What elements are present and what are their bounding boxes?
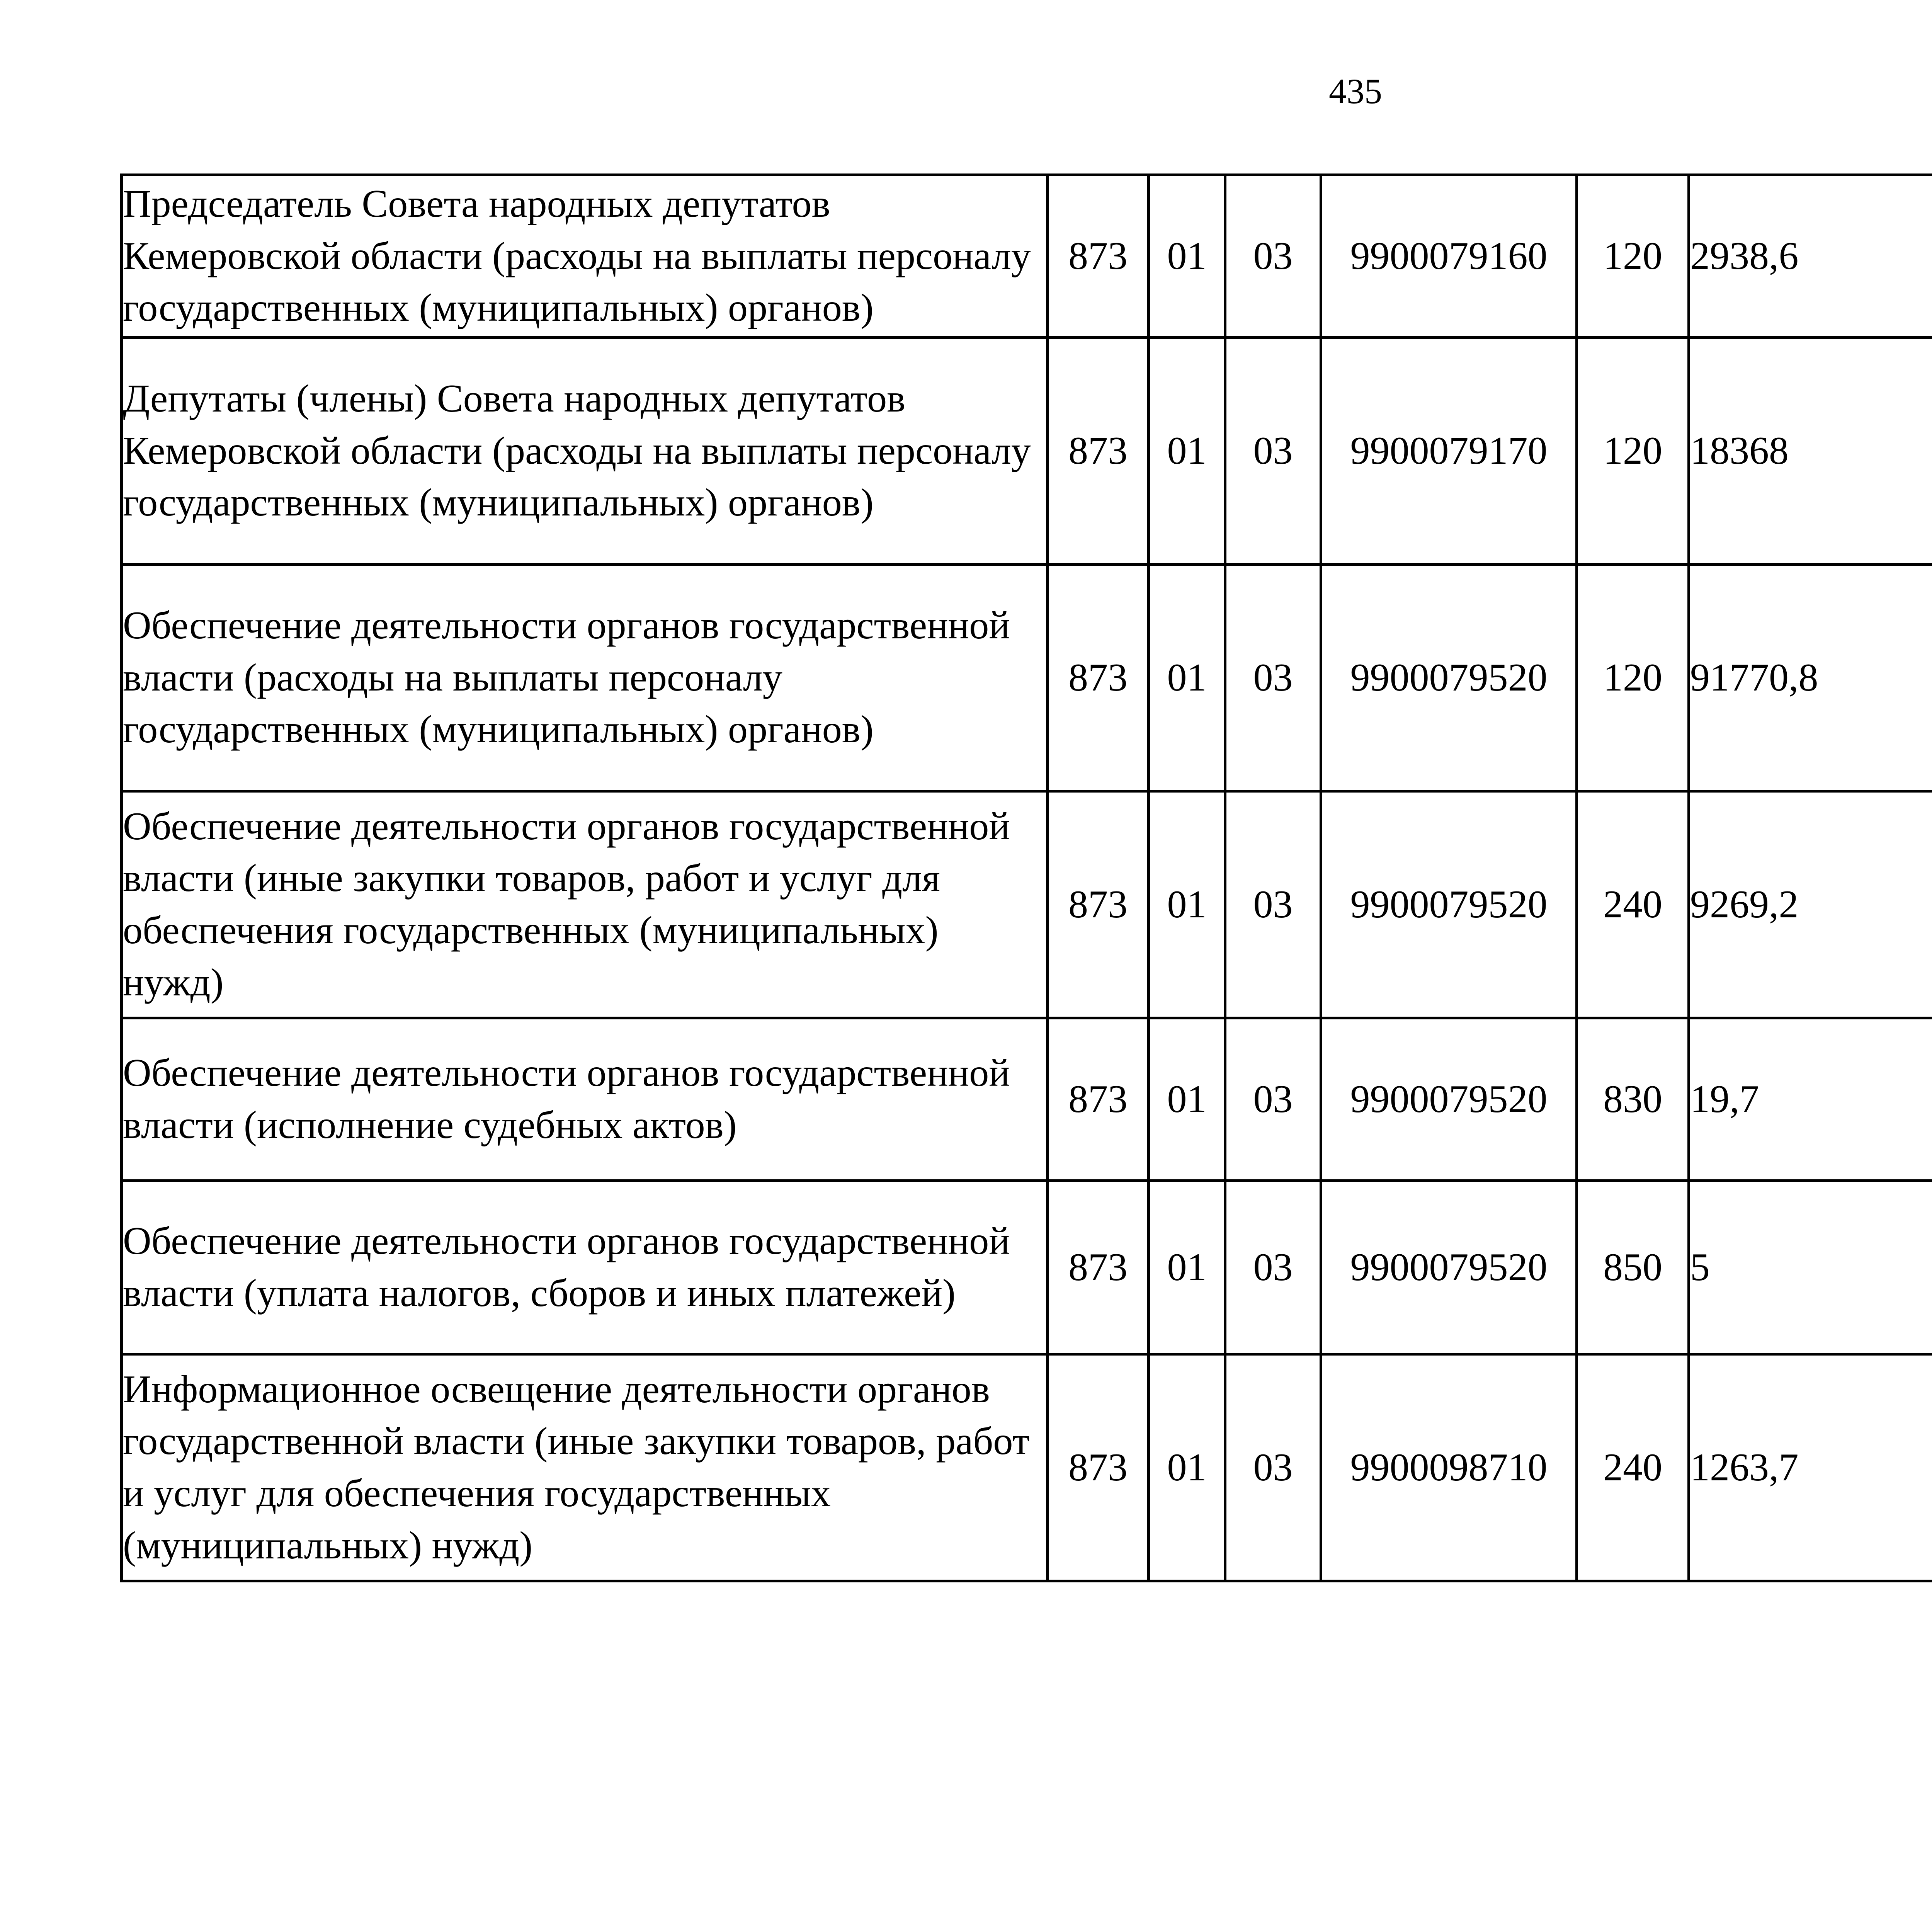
amount-year-1: 9269,2 [1689, 791, 1932, 1018]
table-row [122, 1181, 1932, 1354]
section-code: 01 [1149, 1354, 1225, 1581]
ministry-code: 873 [1048, 1018, 1149, 1181]
table-row [122, 1354, 1932, 1581]
target-article-code: 9900079520 [1321, 1018, 1577, 1181]
table-row [122, 338, 1932, 565]
target-article-code: 9900079520 [1321, 791, 1577, 1018]
section-code: 01 [1149, 791, 1225, 1018]
row-description: Обеспечение деятельности органов государственной власти (иные закупки товаров, работ и услуг для обеспечения государственных (муниципальных) нужд) [122, 791, 1048, 1018]
row-description: Обеспечение деятельности органов государственной власти (расходы на выплаты персоналу государственных (муниципальных) органов) [122, 565, 1048, 791]
row-description: Депутаты (члены) Совета народных депутатов Кемеровской области (расходы на выплаты персоналу государственных (муниципальных) органов) [122, 338, 1048, 565]
ministry-code: 873 [1048, 565, 1149, 791]
table-row [122, 565, 1932, 791]
expense-type-code: 120 [1577, 565, 1689, 791]
expense-type-code: 120 [1577, 338, 1689, 565]
section-code: 01 [1149, 175, 1225, 338]
ministry-code: 873 [1048, 791, 1149, 1018]
amount-year-1: 91770,8 [1689, 565, 1932, 791]
row-description: Председатель Совета народных депутатов Кемеровской области (расходы на выплаты персоналу государственных (муниципальных) органов) [122, 175, 1048, 338]
expense-type-code: 240 [1577, 1354, 1689, 1581]
expense-type-code: 850 [1577, 1181, 1689, 1354]
expense-type-code: 240 [1577, 791, 1689, 1018]
section-code: 01 [1149, 565, 1225, 791]
table-row [122, 175, 1932, 338]
subsection-code: 03 [1225, 1018, 1321, 1181]
target-article-code: 9900079520 [1321, 1181, 1577, 1354]
subsection-code: 03 [1225, 565, 1321, 791]
subsection-code: 03 [1225, 338, 1321, 565]
page-number: 435 [1329, 71, 1382, 111]
table-row [122, 1018, 1932, 1181]
target-article-code: 9900079520 [1321, 565, 1577, 791]
budget-table [120, 173, 1932, 1582]
row-description: Обеспечение деятельности органов государственной власти (исполнение судебных актов) [122, 1018, 1048, 1181]
amount-year-1: 2938,6 [1689, 175, 1932, 338]
section-code: 01 [1149, 1181, 1225, 1354]
expense-type-code: 120 [1577, 175, 1689, 338]
row-description: Информационное освещение деятельности органов государственной власти (иные закупки товаров, работ и услуг для обеспечения государственных (муниципальных) нужд) [122, 1354, 1048, 1581]
target-article-code: 9900079170 [1321, 338, 1577, 565]
subsection-code: 03 [1225, 791, 1321, 1018]
subsection-code: 03 [1225, 175, 1321, 338]
amount-year-1: 1263,7 [1689, 1354, 1932, 1581]
table-row [122, 791, 1932, 1018]
section-code: 01 [1149, 338, 1225, 565]
section-code: 01 [1149, 1018, 1225, 1181]
ministry-code: 873 [1048, 338, 1149, 565]
amount-year-1: 18368 [1689, 338, 1932, 565]
subsection-code: 03 [1225, 1354, 1321, 1581]
subsection-code: 03 [1225, 1181, 1321, 1354]
target-article-code: 9900098710 [1321, 1354, 1577, 1581]
target-article-code: 9900079160 [1321, 175, 1577, 338]
amount-year-1: 5 [1689, 1181, 1932, 1354]
ministry-code: 873 [1048, 175, 1149, 338]
expense-type-code: 830 [1577, 1018, 1689, 1181]
amount-year-1: 19,7 [1689, 1018, 1932, 1181]
ministry-code: 873 [1048, 1181, 1149, 1354]
row-description: Обеспечение деятельности органов государственной власти (уплата налогов, сборов и иных платежей) [122, 1181, 1048, 1354]
ministry-code: 873 [1048, 1354, 1149, 1581]
